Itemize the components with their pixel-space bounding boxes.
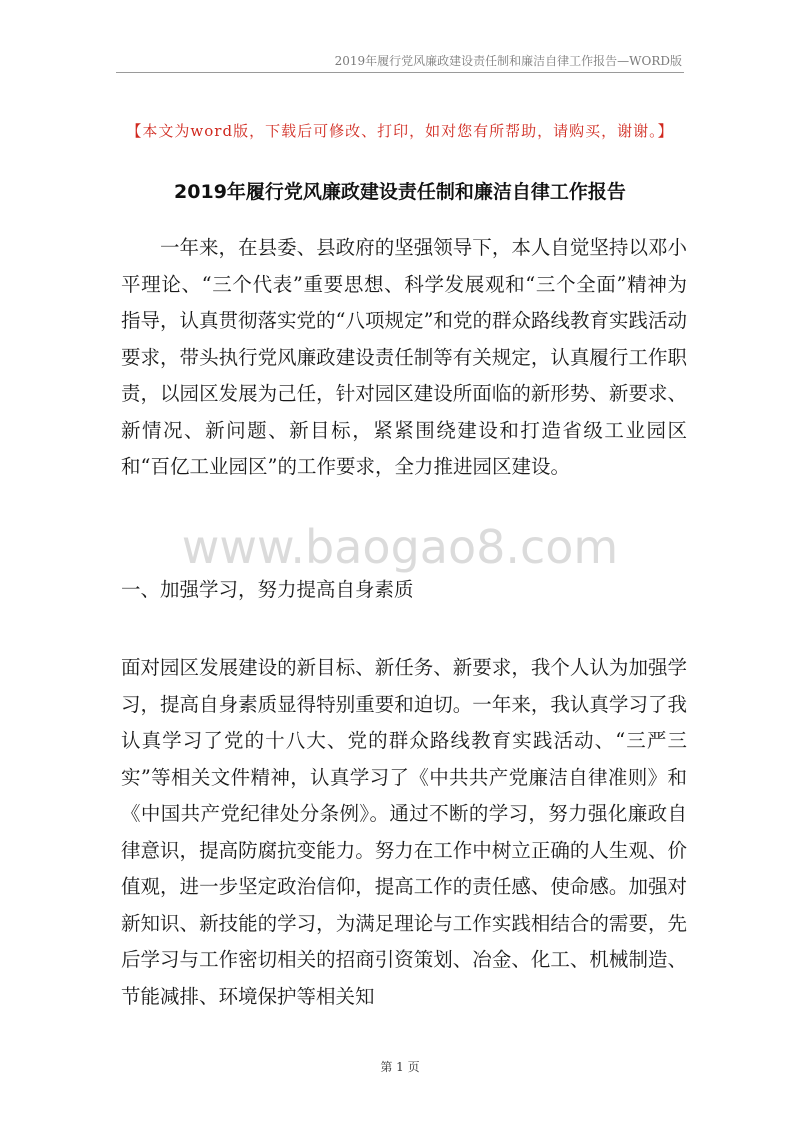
section-heading: 一、加强学习，努力提高自身素质 [121,578,414,601]
document-title: 2019年履行党风廉政建设责任制和廉洁自律工作报告 [174,181,626,203]
watermark: www.baogao8.com [181,520,619,574]
running-header: 2019年履行党风廉政建设责任制和廉洁自律工作报告—WORD版 [334,54,682,68]
header-divider [116,72,684,73]
download-notice: 【本文为word版，下载后可修改、打印，如对您有所帮助，请购买，谢谢。】 [126,122,674,140]
intro-paragraph: 一年来，在县委、县政府的坚强领导下，本人自觉坚持以邓小平理论、“三个代表”重要思想、科学发展观和“三个全面”精神为指导，认真贯彻落实党的“八项规定”和党的群众路线教育实践活动要求，带头执行党风廉政建设责任制等有关规定，认真履行工作职责，以园区发展为己任，针对园区建设所面临的新形势、新要求、新情况、新问题、新目标，紧紧围绕建设和打造省级工业园区和“百亿工业园区”的工作要求，全力推进园区建设。 [121,236,687,478]
page-number: 第 1 页 [380,1060,420,1074]
section-body-paragraph: 面对园区发展建设的新目标、新任务、新要求，我个人认为加强学习，提高自身素质显得特别重要和迫切。一年来，我认真学习了我认真学习了党的十八大、党的群众路线教育实践活动、“三严三实”等相关文件精神，认真学习了《中共共产党廉洁自律准则》和《中国共产党纪律处分条例》。通过不断的学习，努力强化廉政自律意识，提高防腐抗变能力。努力在工作中树立正确的人生观、价值观，进一步坚定政治信仰，提高工作的责任感、使命感。加强对新知识、新技能的学习，为满足理论与工作实践相结合的需要，先后学习与工作密切相关的招商引资策划、冶金、化工、机械制造、节能减排、环境保护等相关知 [121,656,687,1008]
